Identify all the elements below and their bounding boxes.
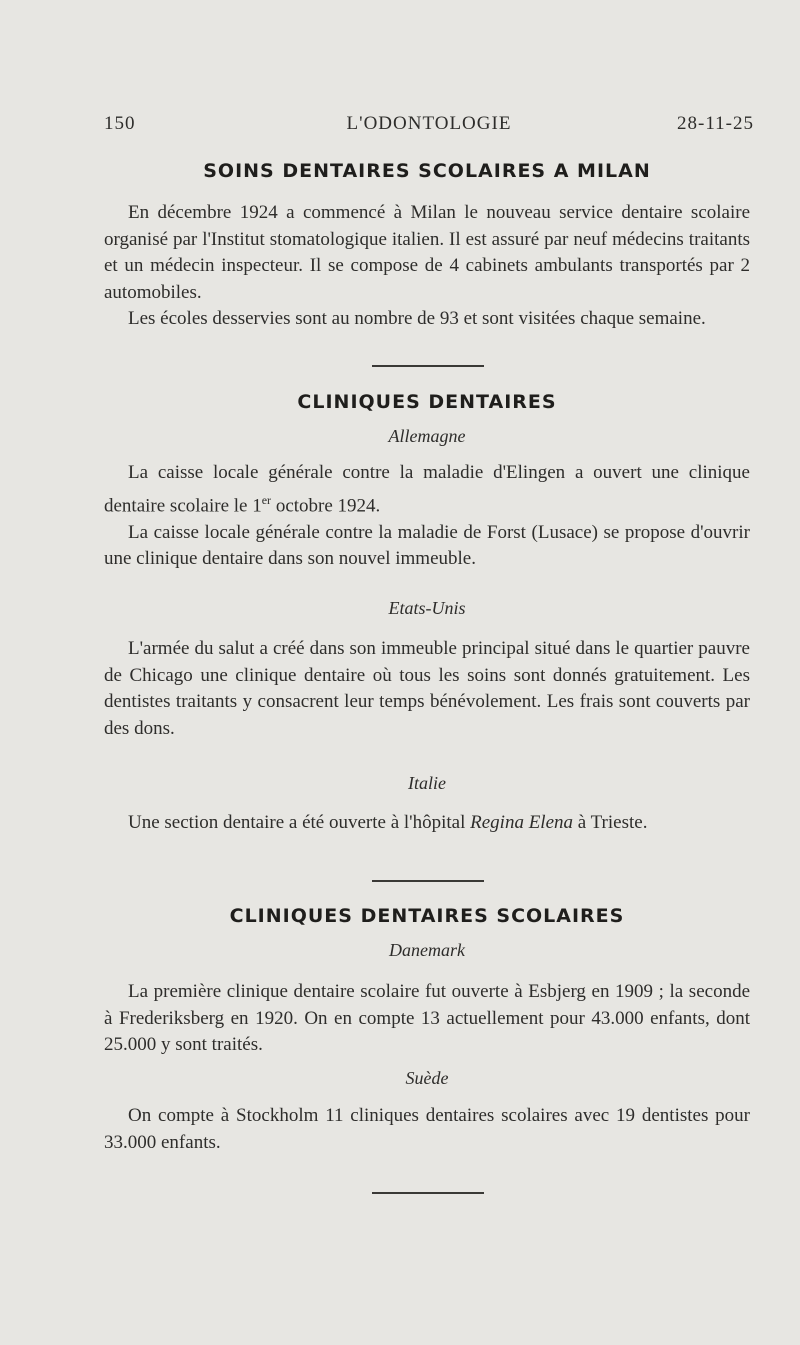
country-heading-etats-unis: Etats-Unis <box>388 598 466 618</box>
section-body-allemagne <box>104 460 750 573</box>
paragraph: En décembre 1924 a commencé à Milan le nouveau service dentaire scolaire organisé par l'Institut stomatologique italien. Il est assuré par neuf médecins traitants et un médecin inspecteur. Il se compose de 4 cabinets ambulants transportés par 2 automobiles. <box>104 202 750 303</box>
running-header <box>104 113 754 139</box>
country-heading-allemagne: Allemagne <box>388 426 466 446</box>
country-heading-danemark: Danemark <box>389 940 465 960</box>
country-heading-italie: Italie <box>408 773 446 793</box>
country-heading-suede: Suède <box>405 1068 449 1088</box>
page-number: 150 <box>104 113 136 134</box>
section-divider <box>372 1192 484 1194</box>
section-title-cliniques: CLINIQUES DENTAIRES <box>297 391 557 413</box>
paragraph: La caisse locale générale contre la maladie de Forst (Lusace) se propose d'ouvrir une clinique dentaire dans son nouvel immeuble. <box>104 521 750 570</box>
section-body-italie <box>104 810 750 837</box>
paragraph: Une section dentaire a été ouverte à l'hôpital Regina Elena à Trieste. <box>128 812 648 833</box>
section-title-milan: SOINS DENTAIRES SCOLAIRES A MILAN <box>203 160 651 182</box>
paragraph: La caisse locale générale contre la maladie d'Elingen a ouvert une clinique dentaire scolaire le 1er octobre 1924. <box>104 462 750 516</box>
section-body-suede <box>104 1103 750 1156</box>
paragraph: La première clinique dentaire scolaire fut ouverte à Esbjerg en 1909 ; la seconde à Frederiksberg en 1920. On en compte 13 actuellement pour 43.000 enfants, dont 25.000 y sont traités. <box>104 981 750 1056</box>
section-divider <box>372 365 484 367</box>
section-body-etats-unis <box>104 636 750 742</box>
paragraph: L'armée du salut a créé dans son immeuble principal situé dans le quartier pauvre de Chicago une clinique dentaire où tous les soins sont donnés gratuitement. Les dentistes traitants y consacrent leur temps bénévolement. Les frais sont couverts par des dons. <box>104 638 750 739</box>
paragraph: On compte à Stockholm 11 cliniques dentaires scolaires avec 19 dentistes pour 33.000 enfants. <box>104 1105 750 1153</box>
section-title-scolaires: CLINIQUES DENTAIRES SCOLAIRES <box>229 905 625 927</box>
issue-date: 28-11-25 <box>677 113 754 134</box>
section-body-milan <box>104 200 750 333</box>
paragraph: Les écoles desservies sont au nombre de 93 et sont visitées chaque semaine. <box>128 308 706 330</box>
section-divider <box>372 880 484 882</box>
section-body-danemark <box>104 979 750 1059</box>
journal-title: L'ODONTOLOGIE <box>346 113 512 134</box>
